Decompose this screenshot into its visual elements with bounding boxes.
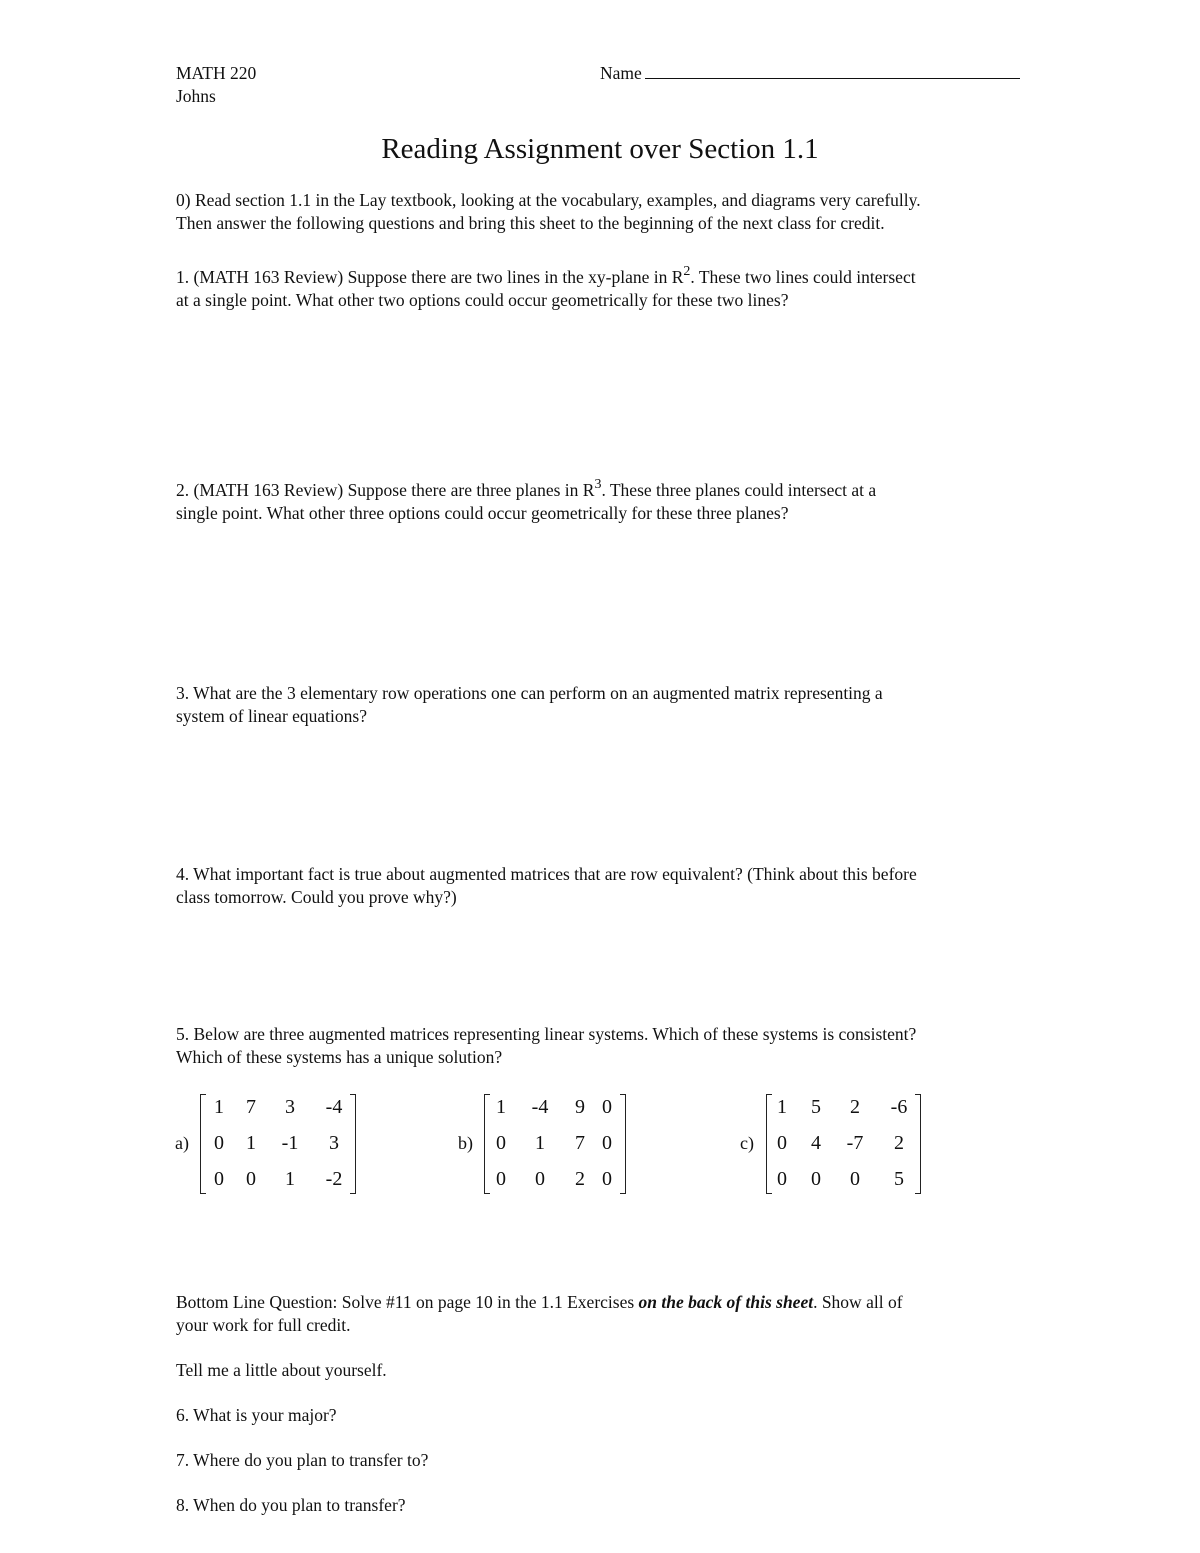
matrix-c xyxy=(766,1094,921,1194)
question-4 xyxy=(176,863,1026,909)
matrix-row xyxy=(767,1131,920,1155)
matrix-b-label: b) xyxy=(458,1133,473,1153)
matrix-cell: 1 xyxy=(285,1168,295,1190)
matrix-cell: 1 xyxy=(777,1096,787,1118)
matrix-cell: -1 xyxy=(281,1132,299,1154)
question-4-line-2: class tomorrow. Could you prove why?) xyxy=(176,887,457,907)
course-info xyxy=(176,62,256,108)
matrix-cell: 7 xyxy=(246,1096,256,1118)
matrix-cell: 0 xyxy=(777,1168,787,1190)
matrix-cell: 0 xyxy=(602,1168,612,1190)
page-title: Reading Assignment over Section 1.1 xyxy=(381,133,819,165)
matrix-cell: 4 xyxy=(811,1132,821,1154)
matrix-cell: 0 xyxy=(246,1168,256,1190)
question-3 xyxy=(176,682,1026,728)
question-2 xyxy=(176,479,1026,525)
question-1-line-2: at a single point. What other two options could occur geometrically for these two lines? xyxy=(176,290,789,310)
name-field xyxy=(600,62,1020,85)
matrix-cell: -4 xyxy=(325,1096,343,1118)
instructions xyxy=(176,189,1026,235)
name-blank-line xyxy=(645,64,1020,79)
bottom-line-text-a: Bottom Line Question: Solve #11 on page 10 in the 1.1 Exercises xyxy=(176,1292,639,1312)
matrix-cell: 9 xyxy=(575,1096,585,1118)
instructions-line-1: 0) Read section 1.1 in the Lay textbook, looking at the vocabulary, examples, and diagrams very carefully. xyxy=(176,190,921,210)
matrix-cell: -4 xyxy=(531,1096,549,1118)
name-label: Name xyxy=(600,63,642,83)
question-2-text-b: . These three planes could intersect at a xyxy=(601,480,877,500)
matrix-cell: 2 xyxy=(575,1168,585,1190)
question-2-text-a: 2. (MATH 163 Review) Suppose there are three planes in R xyxy=(176,480,595,500)
matrix-c-label: c) xyxy=(740,1133,754,1153)
matrix-b xyxy=(484,1094,626,1194)
matrix-cell: 3 xyxy=(285,1096,295,1118)
matrix-row xyxy=(201,1095,355,1119)
matrix-cell: 2 xyxy=(850,1096,860,1118)
matrices xyxy=(0,1094,1200,1196)
question-1 xyxy=(176,266,1026,312)
question-4-line-1: 4. What important fact is true about augmented matrices that are row equivalent? (Think about this before xyxy=(176,864,917,884)
matrix-cell: 1 xyxy=(496,1096,506,1118)
question-5-line-1: 5. Below are three augmented matrices representing linear systems. Which of these systems is consistent? xyxy=(176,1024,917,1044)
matrix-row xyxy=(485,1095,625,1119)
question-3-line-1: 3. What are the 3 elementary row operations one can perform on an augmented matrix representing a xyxy=(176,683,883,703)
question-1-line-1 xyxy=(176,266,1026,289)
matrix-cell: 0 xyxy=(850,1168,860,1190)
question-7: 7. Where do you plan to transfer to? xyxy=(176,1450,429,1470)
matrix-a-label: a) xyxy=(175,1133,189,1153)
matrix-a xyxy=(200,1094,356,1194)
matrix-cell: -7 xyxy=(846,1132,864,1154)
matrix-row xyxy=(485,1131,625,1155)
question-5 xyxy=(176,1023,1026,1069)
instructor-name: Johns xyxy=(176,86,216,106)
matrix-cell: -2 xyxy=(325,1168,343,1190)
matrix-row xyxy=(201,1167,355,1191)
matrix-cell: 0 xyxy=(602,1132,612,1154)
bottom-line-emphasis: on the back of this sheet xyxy=(638,1292,814,1312)
matrix-cell: 0 xyxy=(535,1168,545,1190)
question-1-text-b: . These two lines could intersect xyxy=(690,267,916,287)
matrix-cell: 3 xyxy=(329,1132,339,1154)
matrix-cell: 0 xyxy=(602,1096,612,1118)
question-2-superscript: 3 xyxy=(594,477,602,492)
matrix-cell: 0 xyxy=(214,1168,224,1190)
question-1-superscript: 2 xyxy=(683,264,691,279)
matrix-cell: 1 xyxy=(535,1132,545,1154)
matrix-cell: 0 xyxy=(811,1168,821,1190)
question-8: 8. When do you plan to transfer? xyxy=(176,1495,406,1515)
question-2-line-1 xyxy=(176,479,1026,502)
matrix-cell: 1 xyxy=(246,1132,256,1154)
matrix-cell: 2 xyxy=(894,1132,904,1154)
matrix-row xyxy=(767,1167,920,1191)
question-6: 6. What is your major? xyxy=(176,1405,337,1425)
matrix-cell: 0 xyxy=(214,1132,224,1154)
bottom-line-question xyxy=(176,1291,1026,1337)
matrix-cell: -6 xyxy=(890,1096,908,1118)
matrix-cell: 1 xyxy=(214,1096,224,1118)
question-1-text-a: 1. (MATH 163 Review) Suppose there are two lines in the xy-plane in R xyxy=(176,267,684,287)
matrix-row xyxy=(485,1167,625,1191)
question-2-line-2: single point. What other three options could occur geometrically for these three planes? xyxy=(176,503,789,523)
matrix-cell: 0 xyxy=(777,1132,787,1154)
course-code: MATH 220 xyxy=(176,63,257,83)
question-3-line-2: system of linear equations? xyxy=(176,706,367,726)
matrix-cell: 0 xyxy=(496,1132,506,1154)
matrix-cell: 7 xyxy=(575,1132,585,1154)
matrix-row xyxy=(201,1131,355,1155)
instructions-line-2: Then answer the following questions and bring this sheet to the beginning of the next class for credit. xyxy=(176,213,885,233)
matrix-cell: 0 xyxy=(496,1168,506,1190)
about-yourself: Tell me a little about yourself. xyxy=(176,1360,387,1380)
matrix-row xyxy=(767,1095,920,1119)
matrix-cell: 5 xyxy=(894,1168,904,1190)
matrix-cell: 5 xyxy=(811,1096,821,1118)
question-5-line-2: Which of these systems has a unique solution? xyxy=(176,1047,503,1067)
bottom-line-line-1 xyxy=(176,1291,1026,1314)
bottom-line-text-b: . Show all of xyxy=(813,1292,903,1312)
bottom-line-line-2: your work for full credit. xyxy=(176,1315,351,1335)
